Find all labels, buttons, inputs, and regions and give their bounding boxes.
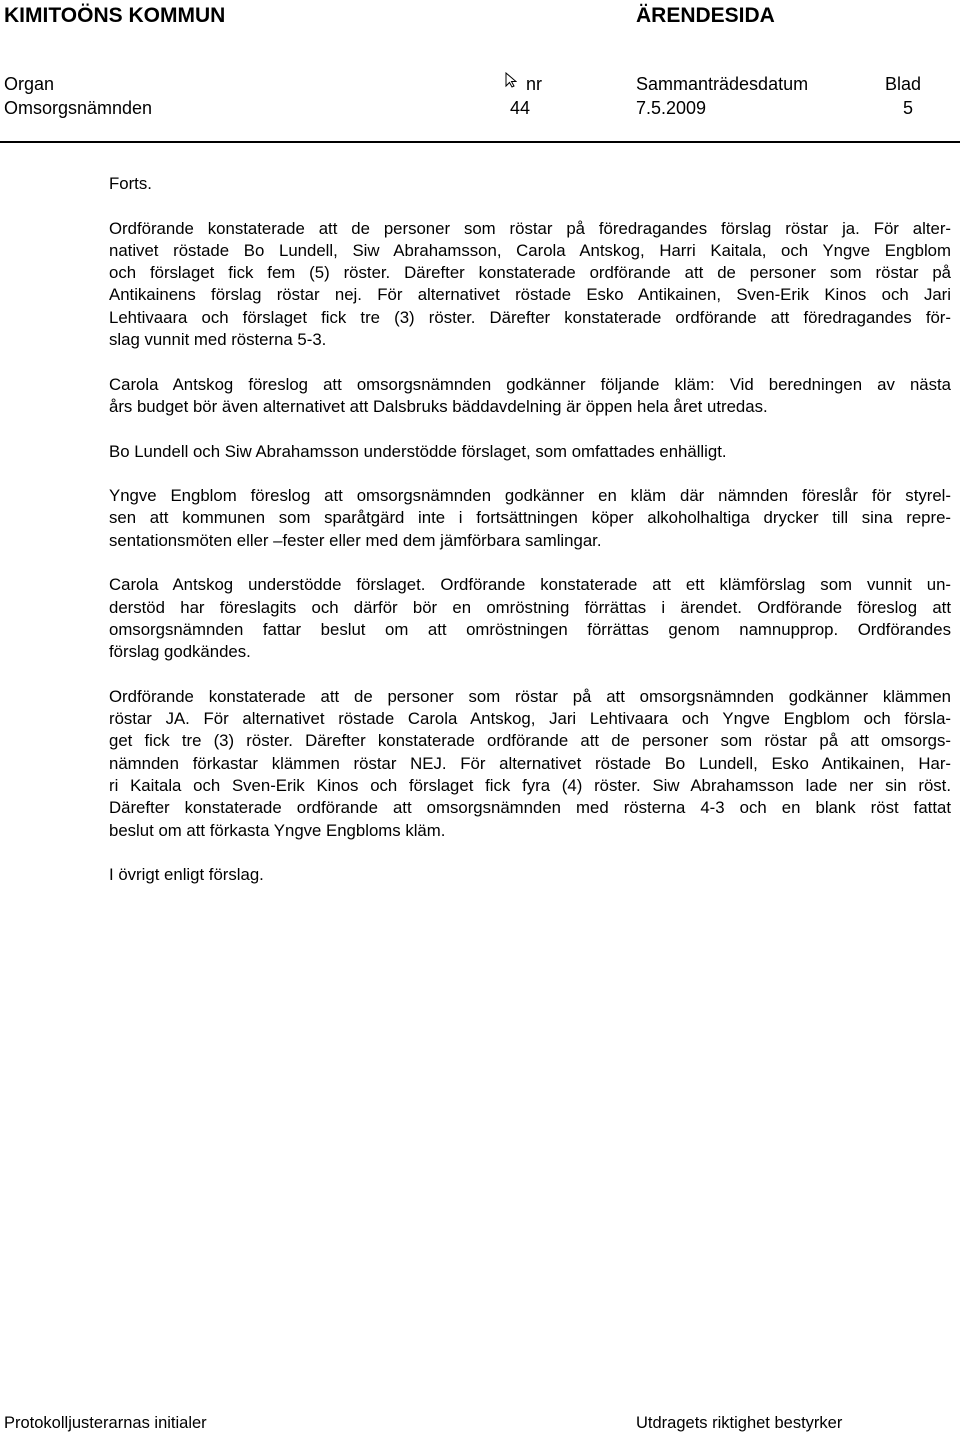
text-line: röstar JA. För alternativet röstade Carola Antskog, Jari Lehtivaara och Yngve Engblom och försla- — [109, 709, 951, 729]
paragraph-vote-2 — [109, 686, 951, 842]
text-line: Carola Antskog föreslog att omsorgsnämnden godkänner följande kläm: Vid beredningen av nästa — [109, 374, 951, 394]
paragraph-antskog-proposal — [109, 374, 951, 419]
footer-certification-label: Utdragets riktighet bestyrker — [636, 1414, 843, 1432]
text-line: års budget bör även alternativet att Dalsbruks bäddavdelning är öppen hela året utredas. — [109, 396, 768, 416]
pointer-icon — [505, 72, 517, 88]
header-divider — [0, 141, 960, 143]
nr-value: 44 — [510, 98, 531, 118]
organ-value: Omsorgsnämnden — [4, 98, 153, 118]
paragraph-closing — [109, 864, 951, 886]
text-line: Ordförande konstaterade att de personer som röstar på att omsorgsnämnden godkänner klämmen — [109, 686, 951, 706]
text-line: I övrigt enligt förslag. — [109, 865, 264, 885]
text-line: derstöd har föreslagits och därför bör en omröstning förrättas i ärendet. Ordförande föreslog att — [109, 597, 951, 617]
organ-label: Organ — [4, 74, 55, 94]
text-line: Ordförande konstaterade att de personer som röstar på föredragandes förslag röstar ja. För alter- — [109, 218, 951, 238]
paragraph-forts — [109, 173, 951, 195]
paragraph-support — [109, 441, 951, 463]
document-body — [109, 173, 951, 909]
text-line: get fick tre (3) röster. Därefter konstaterade ordförande att de personer som röstar på att omsorgs- — [109, 731, 951, 751]
text-line: Därefter konstaterade ordförande att omsorgsnämnden med rösterna 4-3 och en blank röst fattat — [109, 798, 951, 818]
meeting-date-label: Sammanträdesdatum — [636, 74, 809, 94]
text-line: beslut om att förkasta Yngve Engbloms kläm. — [109, 820, 446, 840]
text-line: sentationsmöten eller –fester eller med dem jämförbara samlingar. — [109, 530, 602, 550]
paragraph-engblom-proposal — [109, 485, 951, 552]
text-line: Yngve Engblom föreslog att omsorgsnämnden godkänner en kläm där nämnden föreslår för styrel- — [109, 486, 951, 506]
text-line: omsorgsnämnden fattar beslut om att omröstningen förrättas genom namnupprop. Ordförandes — [109, 619, 951, 639]
nr-label: nr — [526, 74, 543, 94]
text-line: nativet röstade Bo Lundell, Siw Abrahamsson, Carola Antskog, Harri Kaitala, och Yngve Engblom — [109, 240, 951, 260]
page-number-value: 5 — [903, 98, 914, 118]
text-line: nämnden förkastar klämmen röstar NEJ. För alternativet röstade Bo Lundell, Esko Antikainen, Har- — [109, 753, 951, 773]
text-line: Bo Lundell och Siw Abrahamsson understödde förslaget, som omfattades enhälligt. — [109, 441, 727, 461]
text-line: Carola Antskog understödde förslaget. Ordförande konstaterade att ett klämförslag som vunnit un- — [109, 575, 951, 595]
footer-initials-label: Protokolljusterarnas initialer — [4, 1414, 207, 1432]
text-line: och förslaget fick fem (5) röster. Därefter konstaterade ordförande att de personer som röstar på — [109, 263, 951, 283]
page-label: Blad — [885, 74, 922, 94]
municipality-title: KIMITOÖNS KOMMUN — [4, 4, 226, 27]
text-line: förslag godkändes. — [109, 642, 251, 662]
text-line: Antikainens förslag röstar nej. För alternativet röstade Esko Antikainen, Sven-Erik Kinos och Jari — [109, 285, 951, 305]
text-line: slag vunnit med rösterna 5-3. — [109, 330, 327, 350]
paragraph-vote-1 — [109, 218, 951, 352]
text-line: Lehtivaara och förslaget fick tre (3) röster. Därefter konstaterade ordförande att föredragandes för- — [109, 307, 951, 327]
text-line: sen att kommunen som sparåtgärd inte i fortsättningen köper alkoholhaltiga drycker till sina repre- — [109, 508, 951, 528]
document-type-title: ÄRENDESIDA — [636, 4, 775, 27]
text-line: Forts. — [109, 174, 152, 193]
paragraph-roll-call — [109, 574, 951, 663]
meeting-date-value: 7.5.2009 — [636, 98, 707, 118]
text-line: ri Kaitala och Sven-Erik Kinos och förslaget fick fyra (4) röster. Siw Abrahamsson lade ner sin röst. — [109, 776, 951, 796]
